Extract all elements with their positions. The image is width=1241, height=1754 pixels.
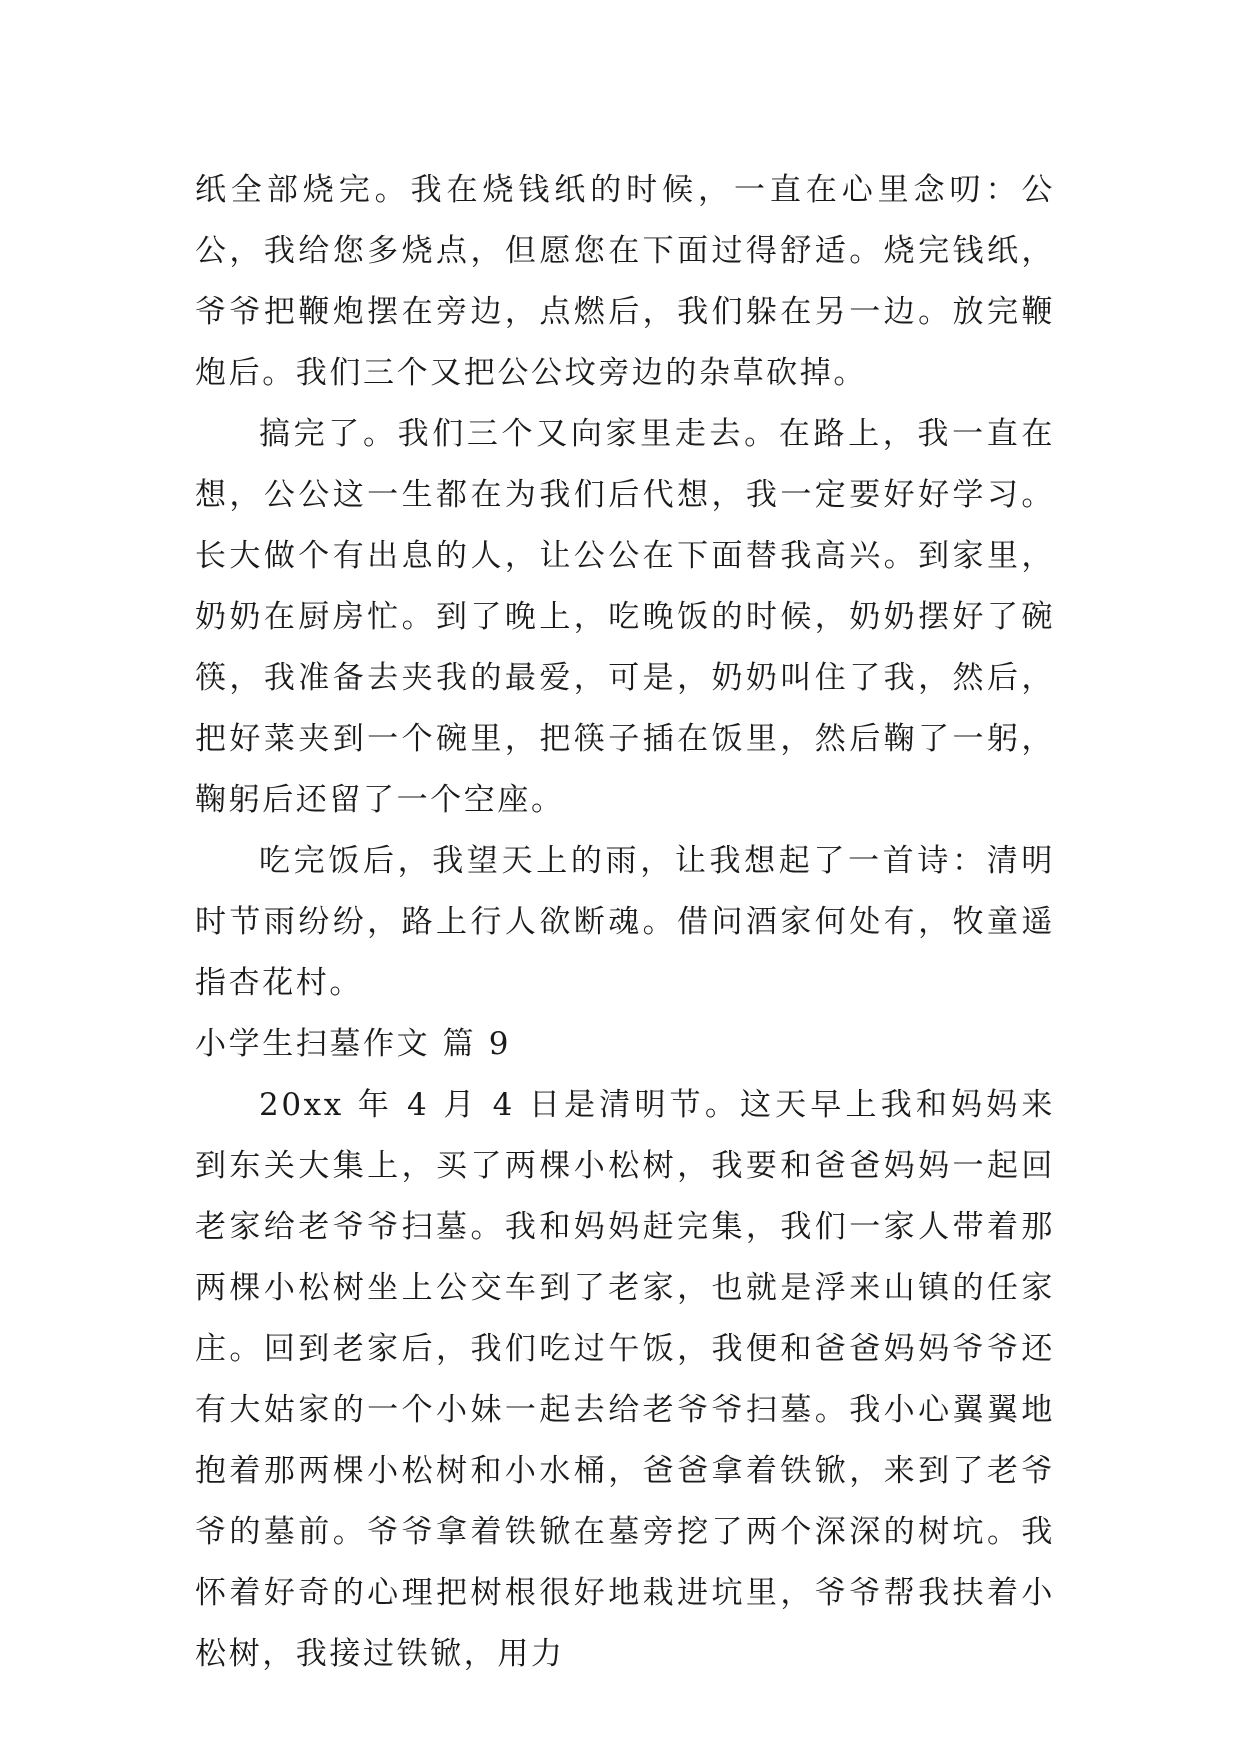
document-page — [195, 160, 1055, 1685]
paragraph-2: 搞完了。我们三个又向家里走去。在路上，我一直在想，公公这一生都在为我们后代想，我一定要好好学习。长大做个有出息的人，让公公在下面替我高兴。到家里，奶奶在厨房忙。到了晚上，吃晚饭的时候，奶奶摆好了碗筷，我准备去夹我的最爱，可是，奶奶叫住了我，然后，把好菜夹到一个碗里，把筷子插在饭里，然后鞠了一躬，鞠躬后还留了一个空座。 — [195, 416, 1055, 818]
paragraph-3: 吃完饭后，我望天上的雨，让我想起了一首诗：清明时节雨纷纷，路上行人欲断魂。借问酒家何处有，牧童遥指杏花村。 — [195, 843, 1055, 1001]
paragraph-1: 纸全部烧完。我在烧钱纸的时候，一直在心里念叨：公公，我给您多烧点，但愿您在下面过得舒适。烧完钱纸，爷爷把鞭炮摆在旁边，点燃后，我们躲在另一边。放完鞭炮后。我们三个又把公公坟旁边的杂草砍掉。 — [195, 172, 1055, 391]
section-heading: 小学生扫墓作文 篇 9 — [195, 1026, 512, 1062]
section-paragraph-1: 20xx 年 4 月 4 日是清明节。这天早上我和妈妈来到东关大集上，买了两棵小松树，我要和爸爸妈妈一起回老家给老爷爷扫墓。我和妈妈赶完集，我们一家人带着那两棵小松树坐上公交车到了老家，也就是浮来山镇的任家庄。回到老家后，我们吃过午饭，我便和爸爸妈妈爷爷还有大姑家的一个小妹一起去给老爷爷扫墓。我小心翼翼地抱着那两棵小松树和小水桶，爸爸拿着铁锨，来到了老爷爷的墓前。爷爷拿着铁锨在墓旁挖了两个深深的树坑。我怀着好奇的心理把树根很好地栽进坑里，爷爷帮我扶着小松树，我接过铁锨，用力 — [195, 1087, 1055, 1672]
